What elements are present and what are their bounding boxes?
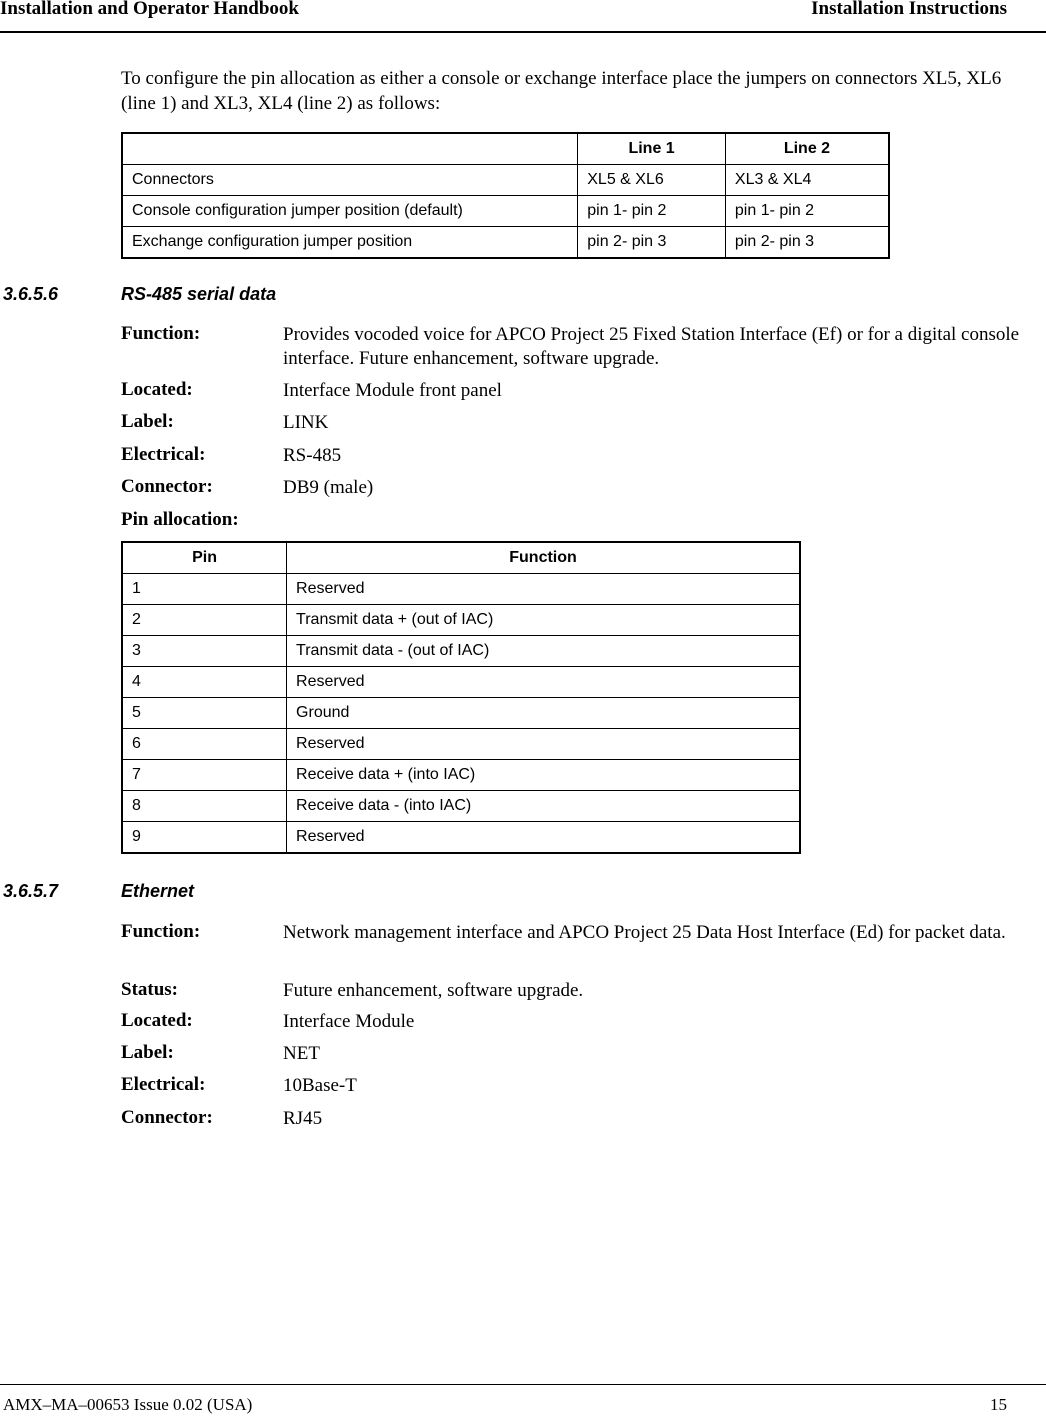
table-cell: Ground bbox=[287, 698, 800, 729]
table-cell: pin 1- pin 2 bbox=[578, 196, 726, 227]
table-row bbox=[122, 636, 800, 667]
table-cell: XL3 & XL4 bbox=[725, 165, 889, 196]
field-label: Connector: bbox=[121, 476, 213, 497]
header-section: Installation Instructions bbox=[811, 0, 1007, 19]
table-cell: 7 bbox=[122, 760, 287, 791]
table-cell: 1 bbox=[122, 574, 287, 605]
field-label: Pin allocation: bbox=[121, 509, 239, 530]
table-row bbox=[122, 574, 800, 605]
field-label: Status: bbox=[121, 979, 179, 1000]
table-cell: pin 2- pin 3 bbox=[578, 227, 726, 259]
table-cell: Receive data + (into IAC) bbox=[287, 760, 800, 791]
header-rule bbox=[0, 31, 1046, 33]
field-label: Function: bbox=[121, 921, 201, 942]
field-label: Label: bbox=[121, 411, 174, 432]
table-header-row bbox=[122, 133, 889, 165]
table-row bbox=[122, 227, 889, 259]
intro-paragraph: To configure the pin allocation as either a console or exchange interface place the jumpers on connectors XL5, XL6 (line 1) and XL3, XL4 (line 2) as follows: bbox=[121, 68, 1002, 114]
table-row bbox=[122, 605, 800, 636]
table-cell: Transmit data + (out of IAC) bbox=[287, 605, 800, 636]
table-cell: Receive data - (into IAC) bbox=[287, 791, 800, 822]
footer-rule bbox=[0, 1384, 1046, 1385]
table-cell: Exchange configuration jumper position bbox=[122, 227, 578, 259]
section-title: Ethernet bbox=[121, 881, 195, 901]
table-row bbox=[122, 791, 800, 822]
field-label: Electrical: bbox=[121, 444, 206, 465]
pin-allocation-table bbox=[121, 541, 801, 854]
field-value: LINK bbox=[283, 412, 329, 433]
field-value: NET bbox=[283, 1043, 320, 1064]
table-cell: Reserved bbox=[287, 667, 800, 698]
table-cell: Transmit data - (out of IAC) bbox=[287, 636, 800, 667]
section-number: 3.6.5.6 bbox=[3, 284, 59, 304]
section-title: RS-485 serial data bbox=[121, 284, 277, 304]
jumper-table bbox=[121, 132, 890, 259]
table-cell: 3 bbox=[122, 636, 287, 667]
table-header-cell: Function bbox=[287, 542, 800, 574]
table-row bbox=[122, 760, 800, 791]
table-cell: 4 bbox=[122, 667, 287, 698]
header-title: Installation and Operator Handbook bbox=[0, 0, 299, 19]
field-label: Connector: bbox=[121, 1107, 213, 1128]
table-cell: pin 2- pin 3 bbox=[725, 227, 889, 259]
page-number: 15 bbox=[990, 1395, 1007, 1414]
table-cell: Reserved bbox=[287, 574, 800, 605]
field-label: Located: bbox=[121, 1010, 193, 1031]
table-cell: 2 bbox=[122, 605, 287, 636]
table-cell: pin 1- pin 2 bbox=[725, 196, 889, 227]
field-label: Label: bbox=[121, 1042, 174, 1063]
table-cell: XL5 & XL6 bbox=[578, 165, 726, 196]
document-id: AMX–MA–00653 Issue 0.02 (USA) bbox=[3, 1395, 253, 1414]
table-row bbox=[122, 667, 800, 698]
table-header-cell bbox=[122, 133, 578, 165]
field-value: Network management interface and APCO Project 25 Data Host Interface (Ed) for packet data. bbox=[283, 922, 1006, 943]
field-value: RS-485 bbox=[283, 445, 342, 466]
table-header-cell: Line 1 bbox=[578, 133, 726, 165]
table-cell: 5 bbox=[122, 698, 287, 729]
table-cell: 9 bbox=[122, 822, 287, 854]
table-cell: Reserved bbox=[287, 822, 800, 854]
table-row bbox=[122, 165, 889, 196]
table-cell: Connectors bbox=[122, 165, 578, 196]
table-row bbox=[122, 196, 889, 227]
field-value: Future enhancement, software upgrade. bbox=[283, 980, 584, 1001]
field-label: Located: bbox=[121, 379, 193, 400]
table-header-cell: Pin bbox=[122, 542, 287, 574]
section-heading-rs485 bbox=[3, 284, 276, 305]
table-cell: Console configuration jumper position (default) bbox=[122, 196, 578, 227]
field-value: Provides vocoded voice for APCO Project 25 Fixed Station Interface (Ef) or for a digital console interface. Future enhancement, software upgrade. bbox=[283, 324, 1020, 369]
table-row bbox=[122, 698, 800, 729]
table-cell: 6 bbox=[122, 729, 287, 760]
field-label: Function: bbox=[121, 323, 201, 344]
section-heading-ethernet bbox=[3, 881, 194, 902]
table-header-row bbox=[122, 542, 800, 574]
field-value: RJ45 bbox=[283, 1108, 323, 1129]
field-label: Electrical: bbox=[121, 1074, 206, 1095]
table-header-cell: Line 2 bbox=[725, 133, 889, 165]
section-number: 3.6.5.7 bbox=[3, 881, 59, 901]
field-value: DB9 (male) bbox=[283, 477, 374, 498]
field-value: Interface Module front panel bbox=[283, 380, 502, 401]
table-row bbox=[122, 729, 800, 760]
table-cell: Reserved bbox=[287, 729, 800, 760]
table-cell: 8 bbox=[122, 791, 287, 822]
table-row bbox=[122, 822, 800, 854]
field-value: Interface Module bbox=[283, 1011, 415, 1032]
field-value: 10Base-T bbox=[283, 1075, 357, 1096]
